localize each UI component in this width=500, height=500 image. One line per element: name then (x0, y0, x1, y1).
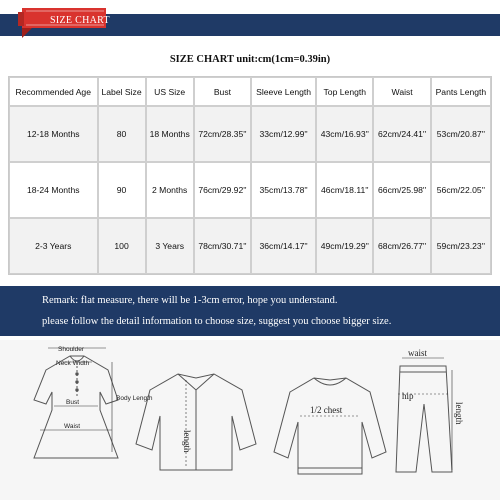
table-cell: 78cm/30.71'' (194, 218, 251, 274)
pants-length-label: length (454, 402, 464, 425)
shirt-length-label: length (182, 430, 192, 453)
size-chart-badge (18, 2, 110, 40)
table-cell: 76cm/29.92'' (194, 162, 251, 218)
remark-line-1: Remark: flat measure, there will be 1-3cm error, hope you understand. (42, 295, 338, 306)
shirt-diagram (136, 374, 256, 470)
table-cell: 53cm/20.87'' (431, 106, 491, 162)
table-cell: 18 Months (146, 106, 194, 162)
size-chart-table (8, 76, 492, 275)
table-cell: 12-18 Months (9, 106, 98, 162)
remark-line-2: please follow the detail information to choose size, suggest you choose bigger size. (42, 316, 392, 327)
table-cell: 35cm/13.78'' (251, 162, 316, 218)
sweater-outline-icon (274, 378, 386, 474)
table-cell: 90 (98, 162, 146, 218)
column-header: Top Length (316, 77, 373, 106)
dress-neck-width-label: Neck Width (56, 360, 90, 367)
dress-outline-icon (34, 356, 118, 458)
badge-label: SIZE CHART (50, 15, 110, 26)
dress-bust-label: Bust (66, 399, 80, 406)
page-title: SIZE CHART unit:cm(1cm=0.39in) (169, 54, 331, 65)
diagram-canvas (0, 340, 500, 500)
column-header: Label Size (98, 77, 146, 106)
pants-waist-label: waist (408, 348, 427, 358)
column-header: Bust (194, 77, 251, 106)
pants-diagram (396, 366, 452, 472)
table-cell: 100 (98, 218, 146, 274)
column-header: Pants Length (431, 77, 491, 106)
table-cell: 66cm/25.98'' (373, 162, 430, 218)
measurement-diagrams (0, 340, 500, 500)
table-cell: 46cm/18.11'' (316, 162, 373, 218)
table-cell: 49cm/19.29'' (316, 218, 373, 274)
table-cell: 43cm/16.93'' (316, 106, 373, 162)
remark-band (0, 286, 500, 336)
dress-diagram (34, 356, 118, 458)
dress-waist-label: Waist (64, 423, 81, 430)
table-row (9, 218, 491, 274)
column-header: US Size (146, 77, 194, 106)
table-row (9, 162, 491, 218)
table-cell: 2 Months (146, 162, 194, 218)
column-header: Sleeve Length (251, 77, 316, 106)
table-cell: 33cm/12.99'' (251, 106, 316, 162)
table-cell: 80 (98, 106, 146, 162)
table-cell: 62cm/24.41'' (373, 106, 430, 162)
table-cell: 59cm/23.23'' (431, 218, 491, 274)
sweater-diagram (274, 378, 386, 474)
dress-shoulder-label: Shoulder (58, 346, 85, 353)
table-cell: 72cm/28.35'' (194, 106, 251, 162)
sweater-chest-label: 1/2 chest (310, 405, 343, 415)
table-cell: 56cm/22.05'' (431, 162, 491, 218)
table-cell: 3 Years (146, 218, 194, 274)
shirt-collar-icon (178, 374, 214, 390)
table-row (9, 106, 491, 162)
pants-hip-label: hip (402, 391, 414, 401)
table-cell: 18-24 Months (9, 162, 98, 218)
pants-outline-icon (396, 366, 452, 472)
column-header: Recommended Age (9, 77, 98, 106)
column-header: Waist (373, 77, 430, 106)
table-cell: 36cm/14.17'' (251, 218, 316, 274)
table-cell: 2-3 Years (9, 218, 98, 274)
table-cell: 68cm/26.77'' (373, 218, 430, 274)
dress-body-length-label: Body Length (116, 395, 153, 402)
table-header-row (9, 77, 491, 106)
